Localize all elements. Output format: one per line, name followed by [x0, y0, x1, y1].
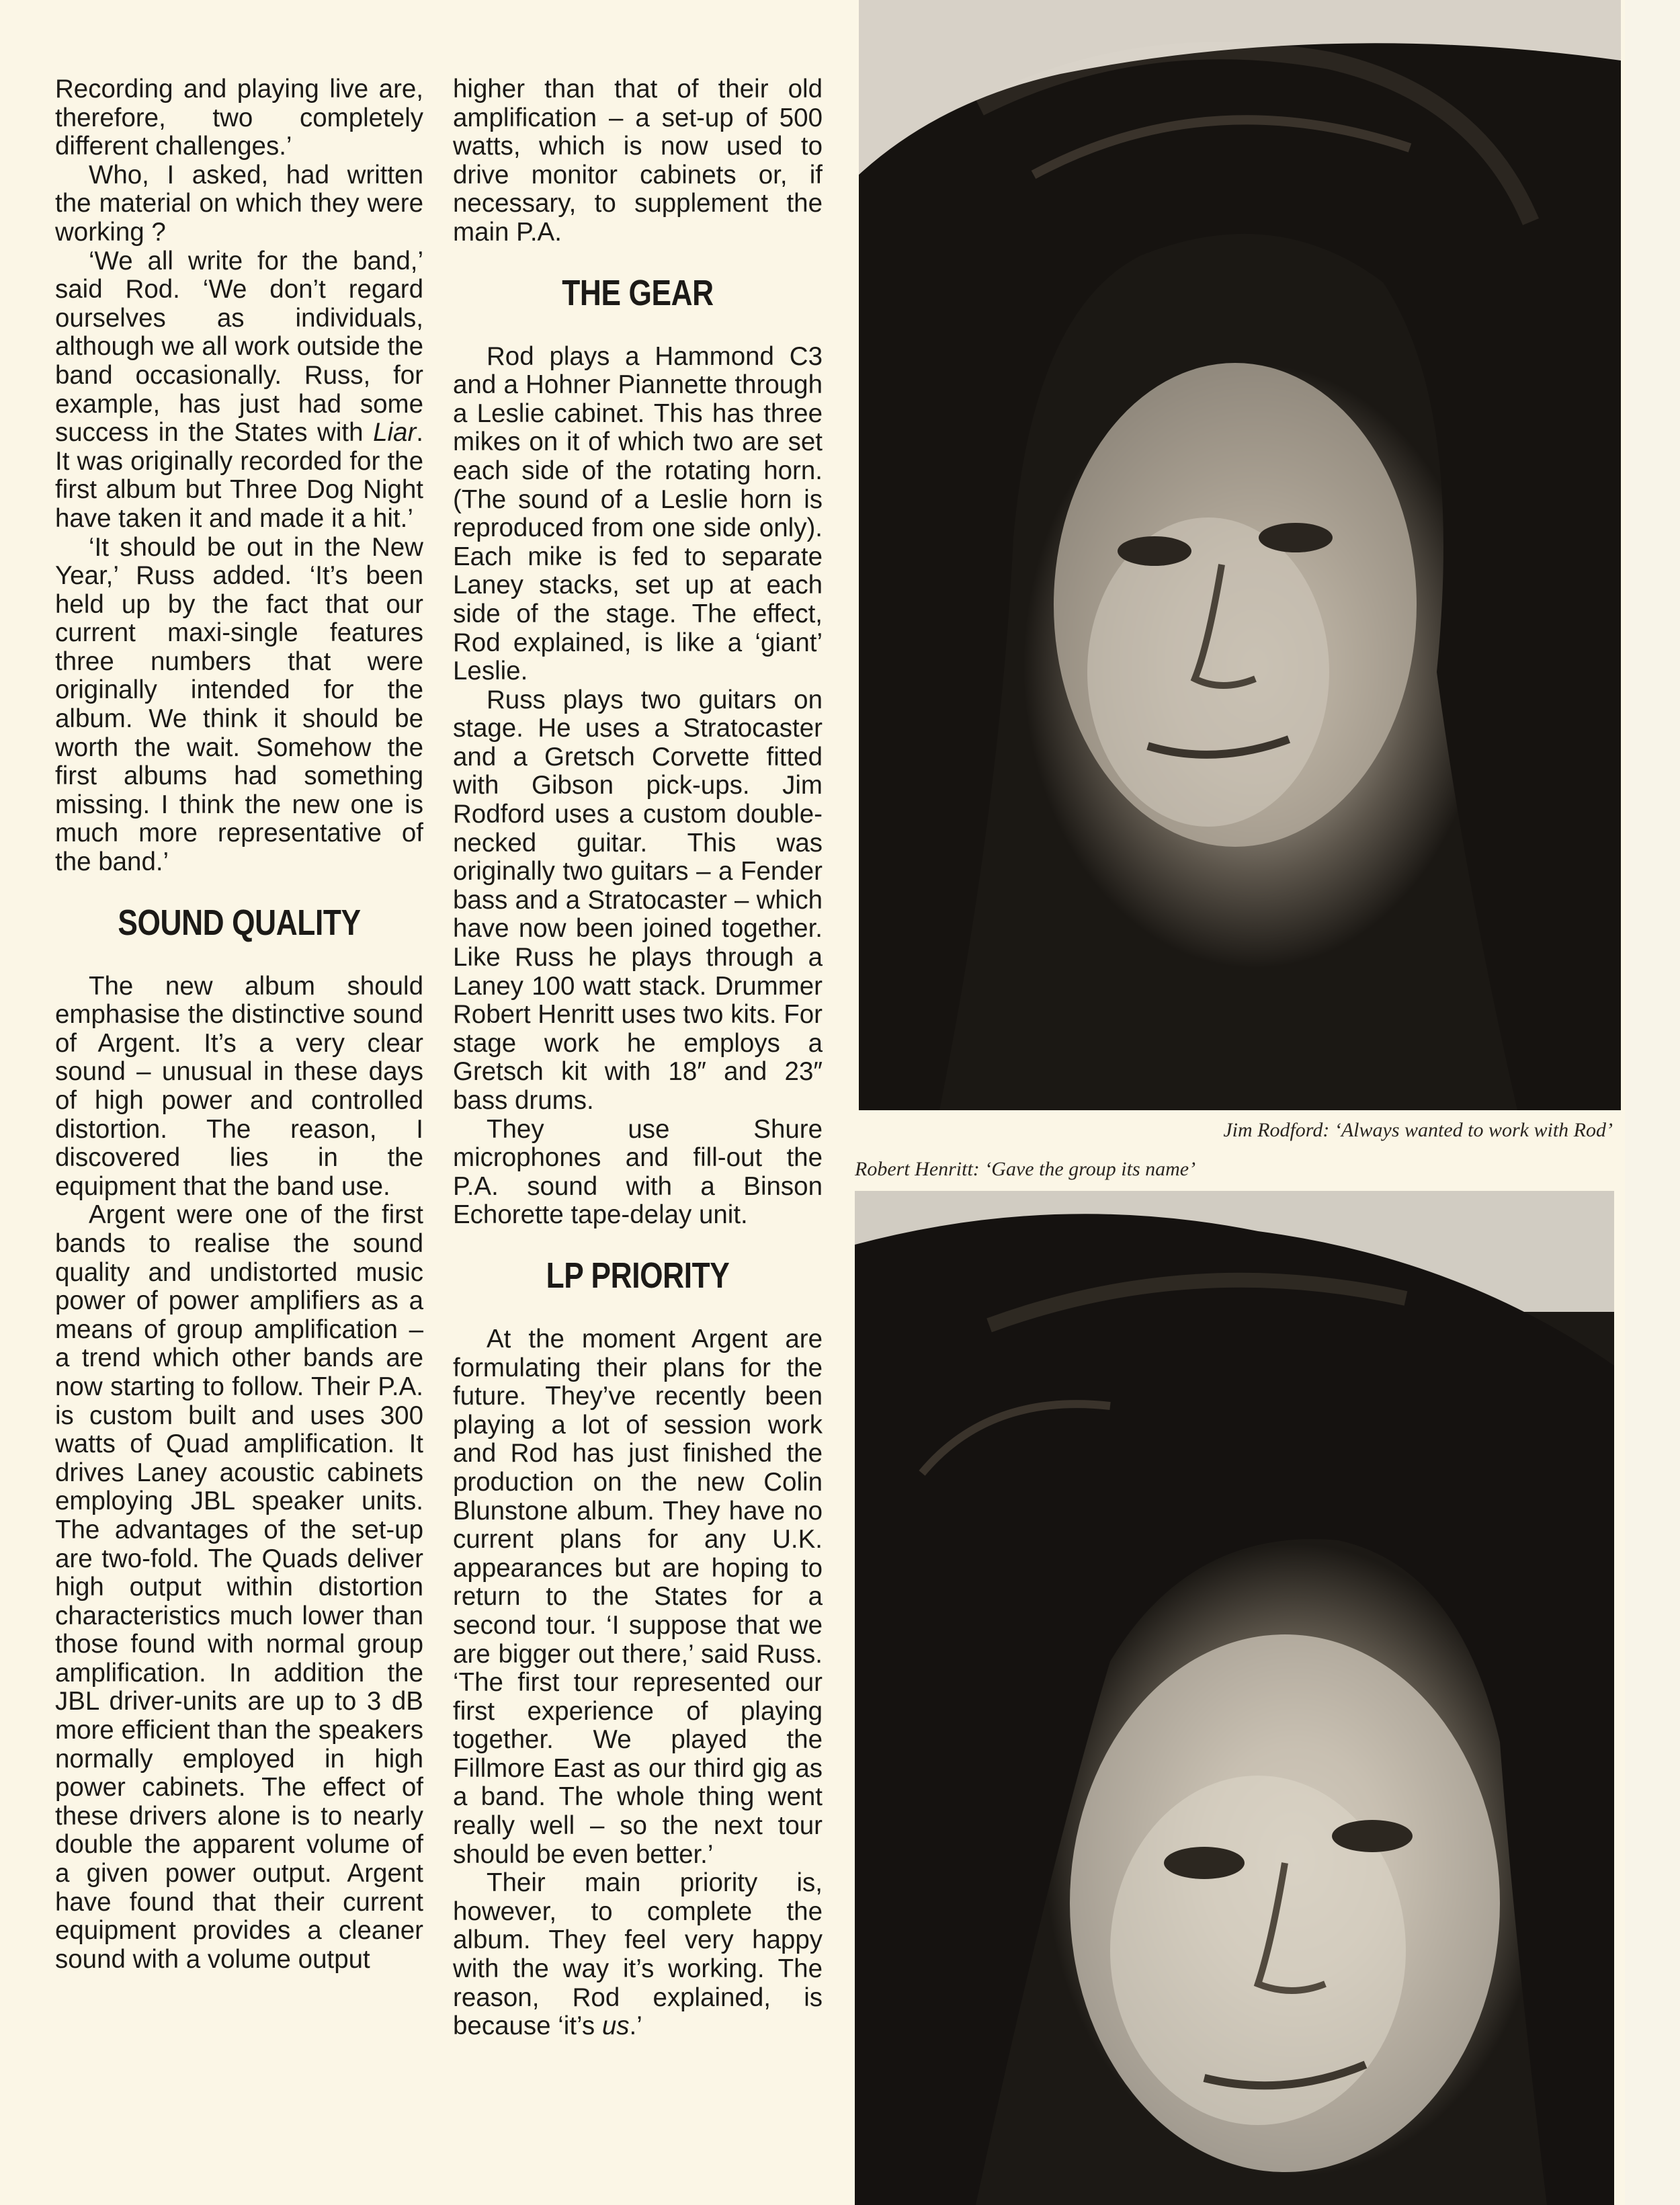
paragraph: higher than that of their old amplification – a set-up of 500 watts, which is now used to drive monitor cabinets or, if necessary, to supplement the main P.A. [453, 75, 823, 247]
emphasis: us [601, 2011, 630, 2041]
paragraph: They use Shure microphones and fill-out the P.A. sound with a Binson Echorette tape-delay unit. [453, 1114, 823, 1230]
paragraph: Russ plays two guitars on stage. He uses a Stratocaster and a Gretsch Corvette fitted with Gibson pick-ups. Jim Rodford uses a custom double-necked guitar. This was originally two guitars – a Fender bass and a Stratocaster – which have now been joined together. Like Russ he plays through a Laney 100 watt stack. Drummer Robert Henritt uses two kits. For stage work he employs a Gretsch kit with 18″ and 23″ bass drums. [453, 685, 823, 1115]
heading-sound-quality: SOUND QUALITY [118, 902, 361, 943]
photo-jim-rodford [859, 0, 1621, 1110]
page-margin [1625, 0, 1680, 2205]
paragraph: Their main priority is, however, to complete the album. They feel very happy with the way it’s working. The reason, Rod explained, is because ‘it’s us.’ [453, 1868, 823, 2041]
paragraph: Who, I asked, had written the material on which they were working ? [55, 160, 423, 247]
photo-caption-top: Jim Rodford: ‘Always wanted to work with Rod’ [1223, 1119, 1613, 1141]
portrait-illustration [855, 1191, 1614, 2205]
photo-caption-bottom: Robert Henritt: ‘Gave the group its name’ [855, 1158, 1196, 1180]
article-column-left [55, 75, 423, 1974]
portrait-illustration [859, 0, 1621, 1110]
paragraph: Argent were one of the first bands to realise the sound quality and undistorted music power of power amplifiers as a means of group amplification – a trend which other bands are now starting to follow. Their P.A. is custom built and uses 300 watts of Quad amplification. It drives Laney acoustic cabinets employing JBL speaker units. The advantages of the set-up are two-fold. The Quads deliver high output within distortion characteristics much lower than those found with normal group amplification. In addition the JBL driver-units are up to 3 dB more efficient than the speakers normally employed in high power cabinets. The effect of these drivers alone is to nearly double the apparent volume of a given power output. Argent have found that their current equipment provides a cleaner sound with a volume output [55, 1200, 423, 1974]
heading-lp-priority: LP PRIORITY [546, 1255, 730, 1296]
paragraph: ‘It should be out in the New Year,’ Russ added. ‘It’s been held up by the fact that our current maxi-single features three numbers that were originally intended for the album. We think it should be worth the wait. Somehow the first albums had something missing. I think the new one is much more representative of the band.’ [55, 532, 423, 877]
photo-robert-henritt [855, 1191, 1614, 2205]
paragraph: Recording and playing live are, therefore, two completely different challenges.’ [55, 75, 423, 161]
paragraph: ‘We all write for the band,’ said Rod. ‘We don’t regard ourselves as individuals, although we all work outside the band occasionally. Russ, for example, has just had some success in the States with Liar. It was originally recorded for the first album but Three Dog Night have taken it and made it a hit.’ [55, 246, 423, 533]
song-title: Liar [373, 418, 417, 448]
article-column-middle [453, 75, 823, 2041]
paragraph: Rod plays a Hammond C3 and a Hohner Piannette through a Leslie cabinet. This has three mikes on it of which two are set each side of the rotating horn. (The sound of a Leslie horn is reproduced from one side only). Each mike is fed to separate Laney stacks, set up at each side of the stage. The effect, Rod explained, is like a ‘giant’ Leslie. [453, 341, 823, 686]
heading-the-gear: THE GEAR [562, 272, 714, 313]
paragraph: At the moment Argent are formulating their plans for the future. They’ve recently been playing a lot of session work and Rod has just finished the production on the new Colin Blunstone album. They have no current plans for any U.K. appearances but are hoping to return to the States for a second tour. ‘I suppose that we are bigger out there,’ said Russ. ‘The first tour represented our first experience of playing together. We played the Fillmore East as our third gig as a band. The whole thing went really well – so the next tour should be even better.’ [453, 1324, 823, 1869]
paragraph: The new album should emphasise the distinctive sound of Argent. It’s a very clear sound – unusual in these days of high power and controlled distortion. The reason, I discovered lies in the equipment that the band use. [55, 971, 423, 1201]
